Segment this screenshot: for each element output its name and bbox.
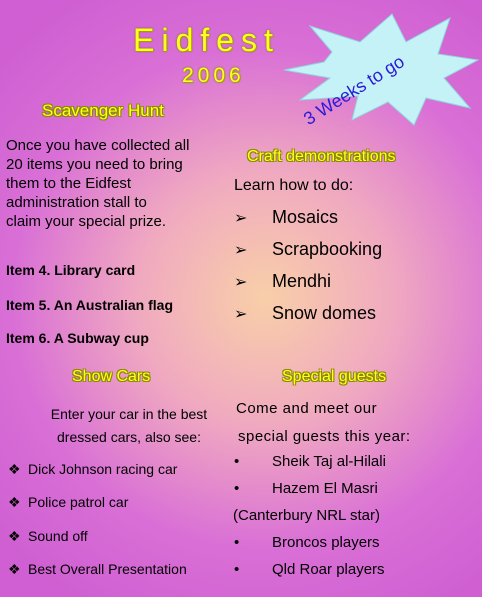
- craft-item-label: Snow domes: [272, 303, 377, 323]
- guest-item: [232, 480, 378, 497]
- scavenger-line: administration stall to: [6, 194, 147, 211]
- cars-intro: [19, 403, 239, 449]
- scavenger-line: claim your special prize.: [6, 213, 167, 230]
- cars-intro-line: dressed cars, also see:: [57, 429, 201, 445]
- scavenger-item: Item 5. An Australian flag: [6, 297, 173, 313]
- craft-heading: Craft demonstrations: [247, 148, 396, 165]
- cars-intro-line: Enter your car in the best: [50, 406, 208, 422]
- car-item-label: Police patrol car: [28, 494, 129, 510]
- scavenger-heading: Scavenger Hunt: [42, 101, 164, 120]
- bullet-dot-icon: •: [234, 453, 240, 470]
- car-item-label: Dick Johnson racing car: [28, 461, 178, 477]
- guest-item-label: Broncos players: [272, 534, 380, 551]
- craft-item-label: Mosaics: [272, 207, 339, 227]
- craft-item: [234, 271, 331, 292]
- craft-item: [234, 207, 338, 228]
- scavenger-item: Item 6. A Subway cup: [6, 330, 149, 346]
- bullet-dot-icon: •: [234, 480, 240, 497]
- car-item-label: Sound off: [28, 528, 88, 544]
- car-item: [8, 461, 177, 478]
- diamond-bullet-icon: ❖: [8, 494, 21, 510]
- scavenger-line: Once you have collected all: [6, 137, 190, 154]
- poster-year: 2006: [182, 64, 245, 87]
- guest-item: [232, 561, 385, 578]
- countdown-text: 3 Weeks to go: [300, 51, 408, 129]
- arrow-bullet-icon: ➢: [234, 210, 248, 227]
- bullet-dot-icon: •: [234, 561, 240, 578]
- craft-item-label: Mendhi: [272, 271, 332, 291]
- guest-item-label: Hazem El Masri: [272, 480, 378, 497]
- guest-item-label: Sheik Taj al-Hilali: [272, 453, 386, 470]
- car-item-label: Best Overall Presentation: [28, 561, 187, 577]
- diamond-bullet-icon: ❖: [8, 561, 21, 577]
- arrow-bullet-icon: ➢: [234, 306, 248, 323]
- scavenger-line: 20 items you need to bring: [6, 156, 183, 173]
- guests-heading: Special guests: [282, 368, 387, 385]
- scavenger-item: Item 4. Library card: [6, 262, 136, 278]
- craft-intro: Learn how to do:: [234, 177, 354, 194]
- arrow-bullet-icon: ➢: [234, 242, 248, 259]
- guests-intro-line: Come and meet our: [236, 400, 378, 417]
- craft-item: [234, 303, 376, 324]
- diamond-bullet-icon: ❖: [8, 528, 21, 544]
- guests-intro-line: special guests this year:: [238, 428, 411, 445]
- bullet-dot-icon: •: [234, 534, 240, 551]
- guest-note: (Canterbury NRL star): [233, 507, 380, 524]
- scavenger-description: [6, 136, 189, 231]
- cars-heading: Show Cars: [72, 368, 151, 385]
- car-item: [8, 494, 128, 511]
- guest-item-label: Qld Roar players: [272, 561, 385, 578]
- craft-item: [234, 239, 382, 260]
- poster-title: Eidfest: [133, 22, 280, 58]
- craft-item-label: Scrapbooking: [272, 239, 383, 259]
- car-item: [8, 561, 187, 578]
- scavenger-line: them to the Eidfest: [6, 175, 132, 192]
- car-item: [8, 528, 88, 545]
- guest-item: [232, 453, 386, 470]
- arrow-bullet-icon: ➢: [234, 274, 248, 291]
- guest-item: [232, 534, 380, 551]
- diamond-bullet-icon: ❖: [8, 461, 21, 477]
